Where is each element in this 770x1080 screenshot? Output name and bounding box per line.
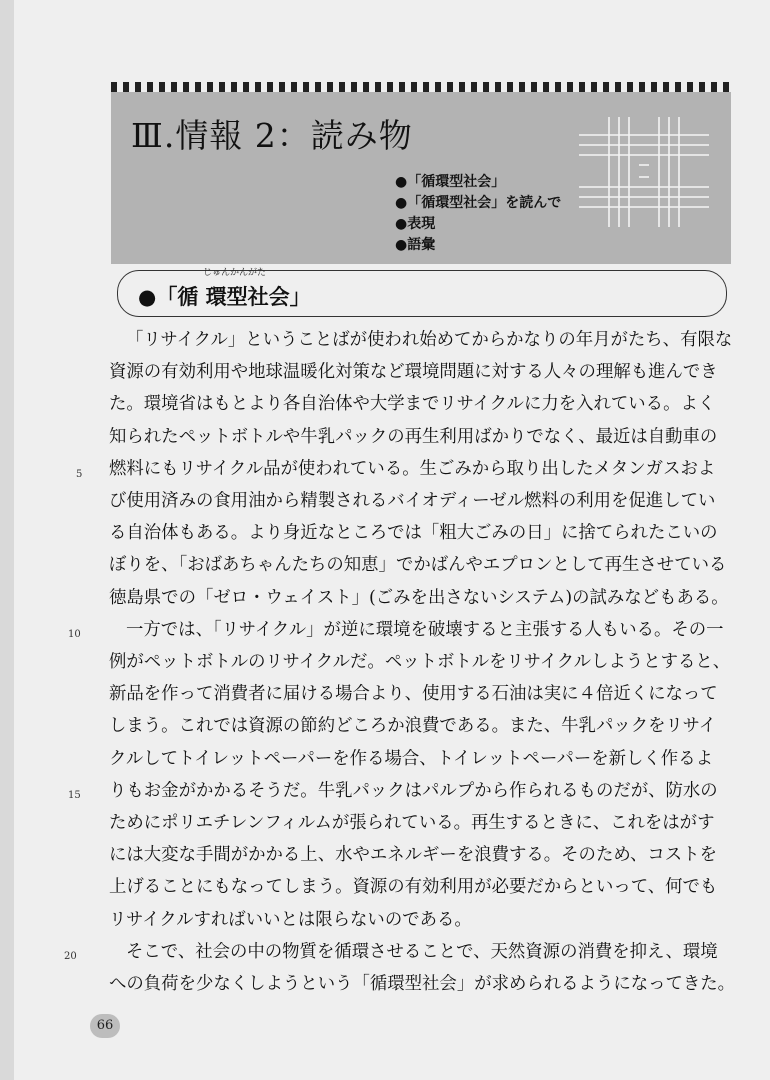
toc-item: ●語彙 bbox=[395, 237, 436, 253]
topic-heading: ●「循 環型社会」 bbox=[138, 285, 311, 309]
text-line: ぼりを、「おばあちゃんたちの知恵」でかばんやエプロンとして再生させている bbox=[109, 555, 727, 576]
line-number: 5 bbox=[76, 469, 83, 480]
text-line: 例がペットボトルのリサイクルだ。ペットボトルをリサイクルしようとすると、 bbox=[109, 652, 731, 673]
text-line: 「リサイクル」ということばが使われ始めてからかなりの年月がたち、有限な bbox=[126, 330, 733, 350]
text-line: た。環境省はもとより各自治体や大学までリサイクルに力を入れている。よく bbox=[109, 394, 716, 415]
toc-item: ●表現 bbox=[395, 216, 436, 232]
line-number: 15 bbox=[68, 790, 81, 801]
section-contents bbox=[395, 172, 561, 256]
text-line: び使用済みの食用油から精製されるバイオディーゼル燃料の利用を促進してい bbox=[109, 491, 716, 512]
text-line: 新品を作って消費者に届ける場合より、使用する石油は実に４倍近くになって bbox=[109, 684, 718, 705]
section-header bbox=[111, 92, 731, 264]
topic-heading-box bbox=[117, 270, 727, 317]
text-line: リサイクルすればいいとは限らないのである。 bbox=[109, 909, 472, 930]
text-line: への負荷を少なくしようという「循環型社会」が求められるようになってきた。 bbox=[109, 974, 736, 995]
text-line: そこで、社会の中の物質を循環させることで、天然資源の消費を抑え、環境 bbox=[126, 941, 718, 962]
page bbox=[14, 0, 770, 1080]
toc-item: ●「循環型社会」を読んで bbox=[395, 195, 562, 211]
text-line: 燃料にもリサイクル品が使われている。生ごみから取り出したメタンガスおよ bbox=[109, 458, 716, 479]
section-title: Ⅲ.情報 2：読み物 bbox=[131, 116, 413, 155]
text-line: には大変な手間がかかる上、水やエネルギーを浪費する。そのため、コストを bbox=[109, 845, 717, 866]
text-line: 徳島県での「ゼロ・ウェイスト」(ごみを出さないシステム)の試みなどもある。 bbox=[109, 587, 729, 608]
line-number: 10 bbox=[68, 629, 81, 640]
furigana: じゅんかんがた bbox=[203, 268, 267, 278]
text-line: しまう。これでは資源の節約どころか浪費である。また、牛乳パックをリサイ bbox=[109, 716, 717, 737]
grid-decoration bbox=[579, 117, 709, 227]
reading-passage bbox=[109, 324, 734, 1000]
text-line: 一方では、「リサイクル」が逆に環境を破壊すると主張する人もいる。その一 bbox=[126, 619, 724, 640]
text-line: ためにポリエチレンフィルムが張られている。再生するときに、これをはがす bbox=[109, 813, 715, 834]
toc-item: ●「循環型社会」 bbox=[395, 174, 506, 190]
text-line: 知られたペットボトルや牛乳パックの再生利用ばかりでなく、最近は自動車の bbox=[109, 426, 718, 447]
checker-border bbox=[111, 82, 731, 92]
text-line: 上げることにもなってしまう。資源の有効利用が必要だからといって、何でも bbox=[109, 877, 718, 898]
text-line: る自治体もある。より身近なところでは「粗大ごみの日」に捨てられたこいの bbox=[109, 523, 718, 544]
text-line: クルしてトイレットペーパーを作る場合、トイレットペーパーを新しく作るよ bbox=[109, 748, 713, 769]
text-line: りもお金がかかるそうだ。牛乳パックはパルプから作られるものだが、防水の bbox=[109, 780, 718, 801]
page-number: 66 bbox=[90, 1014, 120, 1038]
text-line: 資源の有効利用や地球温暖化対策など環境問題に対する人々の理解も進んでき bbox=[109, 362, 718, 383]
line-number: 20 bbox=[64, 951, 77, 962]
